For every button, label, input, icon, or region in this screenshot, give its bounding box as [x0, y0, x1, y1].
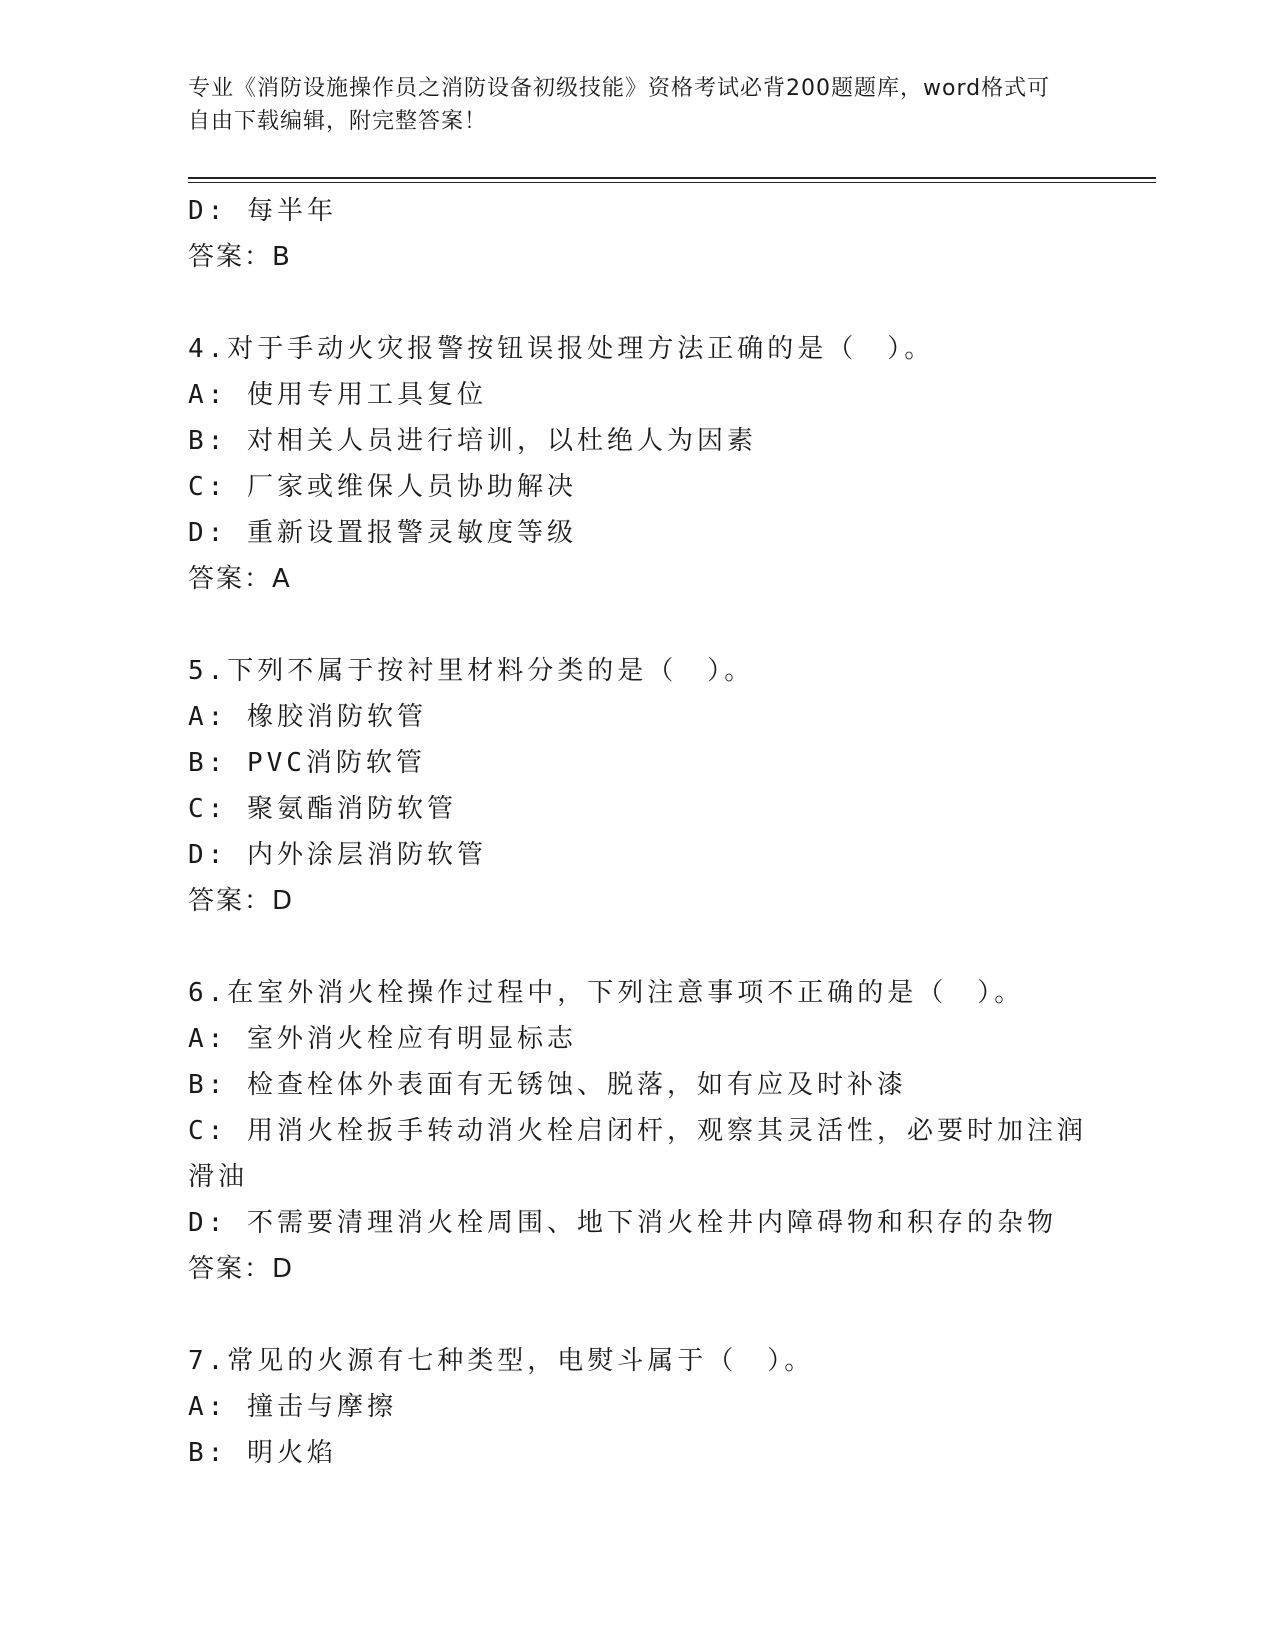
question-stem: 7.常见的火源有七种类型，电熨斗属于（ ）。 [188, 1346, 815, 1376]
spacer [188, 1292, 1088, 1338]
option-a: A: 使用专用工具复位 [188, 380, 487, 410]
answer: 答案：D [188, 1254, 295, 1284]
option-c: C: 用消火栓扳手转动消火栓启闭杆，观察其灵活性，必要时加注润滑油 [188, 1116, 1087, 1192]
question-7 [188, 1338, 1088, 1476]
option-a: A: 室外消火栓应有明显标志 [188, 1024, 577, 1054]
option-b: B: 检查栓体外表面有无锈蚀、脱落，如有应及时补漆 [188, 1070, 907, 1100]
header-rule-thick [188, 177, 1156, 179]
option-d: D: 不需要清理消火栓周围、地下消火栓井内障碍物和积存的杂物 [188, 1208, 1057, 1238]
option-a: A: 橡胶消防软管 [188, 702, 427, 732]
document-body [188, 188, 1088, 1476]
answer: 答案：D [188, 886, 295, 916]
option-b: B: PVC消防软管 [188, 748, 426, 778]
option-b: B: 对相关人员进行培训，以杜绝人为因素 [188, 426, 757, 456]
fragment-option-d: D: 每半年 [188, 196, 337, 226]
header-rule-thin [188, 182, 1156, 183]
option-a: A: 撞击与摩擦 [188, 1392, 397, 1422]
fragment-answer: 答案：B [188, 242, 292, 272]
option-d: D: 内外涂层消防软管 [188, 840, 487, 870]
option-b: B: 明火焰 [188, 1438, 337, 1468]
option-c: C: 聚氨酯消防软管 [188, 794, 457, 824]
answer: 答案：A [188, 564, 292, 594]
question-stem: 4.对于手动火灾报警按钮误报处理方法正确的是（ ）。 [188, 334, 935, 364]
spacer [188, 280, 1088, 326]
page-header [188, 72, 1068, 138]
option-d: D: 重新设置报警灵敏度等级 [188, 518, 577, 548]
question-5 [188, 648, 1088, 924]
question-stem: 6.在室外消火栓操作过程中，下列注意事项不正确的是（ ）。 [188, 978, 1025, 1008]
question-4 [188, 326, 1088, 602]
question-stem: 5.下列不属于按衬里材料分类的是（ ）。 [188, 656, 755, 686]
header-title: 专业《消防设施操作员之消防设备初级技能》资格考试必背200题题库，word格式可自由下载编辑，附完整答案！ [188, 76, 1051, 134]
question-6 [188, 970, 1088, 1292]
spacer [188, 924, 1088, 970]
spacer [188, 602, 1088, 648]
option-c: C: 厂家或维保人员协助解决 [188, 472, 577, 502]
